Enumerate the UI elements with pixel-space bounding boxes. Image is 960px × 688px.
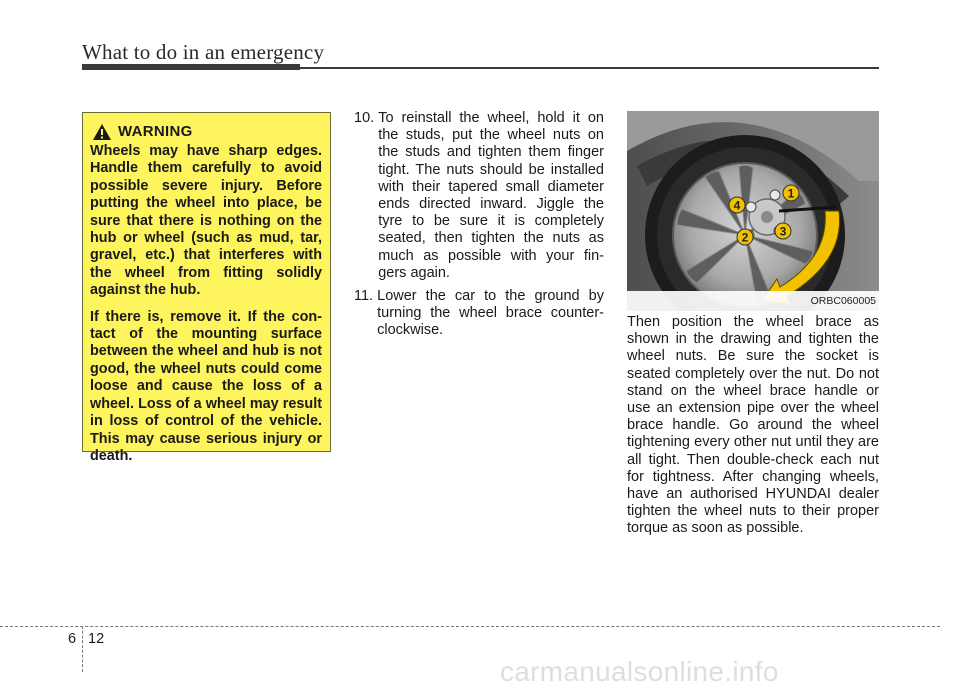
nut-label-text: 2 <box>741 230 749 245</box>
warning-paragraph-2: If there is, remove it. If the con-tact of the mounting surface between the wheel and hub is not good, the wheel nuts could come loose and cause the loss of a wheel. Loss of a wheel may result in loss of control of the vehicle. This may cause serious injury or death. <box>90 308 322 464</box>
nut-label-text: 3 <box>779 224 787 239</box>
step-number: 11. <box>354 288 374 305</box>
footer-divider <box>82 626 83 672</box>
page-section-number: 6 <box>68 631 77 647</box>
right-column-paragraph: Then position the wheel brace as shown in the drawing and tighten the wheel nuts. Be sure the socket is seated completely over the nut. Do not stand on the wheel brace handle or use an extension pipe over the wheel brace handle. Go around the wheel tightening every other nut until they are all tight. Then double-check each nut for tightness. After changing wheels, have an authorised HYUNDAI dealer tighten the wheel nuts to their proper torque as soon as possible. <box>627 314 879 537</box>
warning-box <box>82 112 331 464</box>
wheel-illustration <box>627 111 879 311</box>
warning-paragraph-1: Wheels may have sharp edges. Handle them carefully to avoid possible severe injury. Before putting the wheel into place, be sure that there is nothing on the hub or wheel (such as mud, tar, gravel, etc.) that interferes with the wheel from fitting solidly against the hub. <box>90 143 322 299</box>
warning-heading <box>90 123 322 141</box>
header-rule-thick <box>82 64 300 70</box>
hub-center <box>761 211 773 223</box>
step-number: 10. <box>354 110 375 126</box>
nut-label-text: 4 <box>733 198 741 213</box>
steps-list <box>354 110 604 346</box>
warning-title: WARNING <box>118 123 193 141</box>
watermark: carmanualsonline.info <box>500 656 779 687</box>
nut-label-text: 1 <box>787 186 795 201</box>
page-header-title: What to do in an emergency <box>82 40 325 64</box>
step-text: To reinstall the wheel, hold it on the studs, put the wheel nuts on the studs and tighten them finger tight. The nuts should be installed with their tapered small diameter ends directed inward. Jiggle the tyre to be sure it is completely seated, then tighten the nuts as much as possible with your fin-gers again. <box>378 110 604 281</box>
step-text: Lower the car to the ground by turning the wheel brace counter-clockwise. <box>377 288 604 339</box>
nut-label-3 <box>775 223 791 239</box>
page-number: 12 <box>88 631 105 647</box>
wheel-drawing <box>627 111 879 311</box>
nut-label-2 <box>737 229 753 245</box>
header-rule-thin <box>300 67 879 69</box>
warning-triangle-icon <box>92 123 112 141</box>
step-item <box>354 110 604 282</box>
figure-code: ORBC060005 <box>810 295 876 307</box>
nut-label-4 <box>729 197 745 213</box>
footer-rule <box>0 626 940 627</box>
nut-label-1 <box>783 185 799 201</box>
step-item <box>354 288 604 340</box>
